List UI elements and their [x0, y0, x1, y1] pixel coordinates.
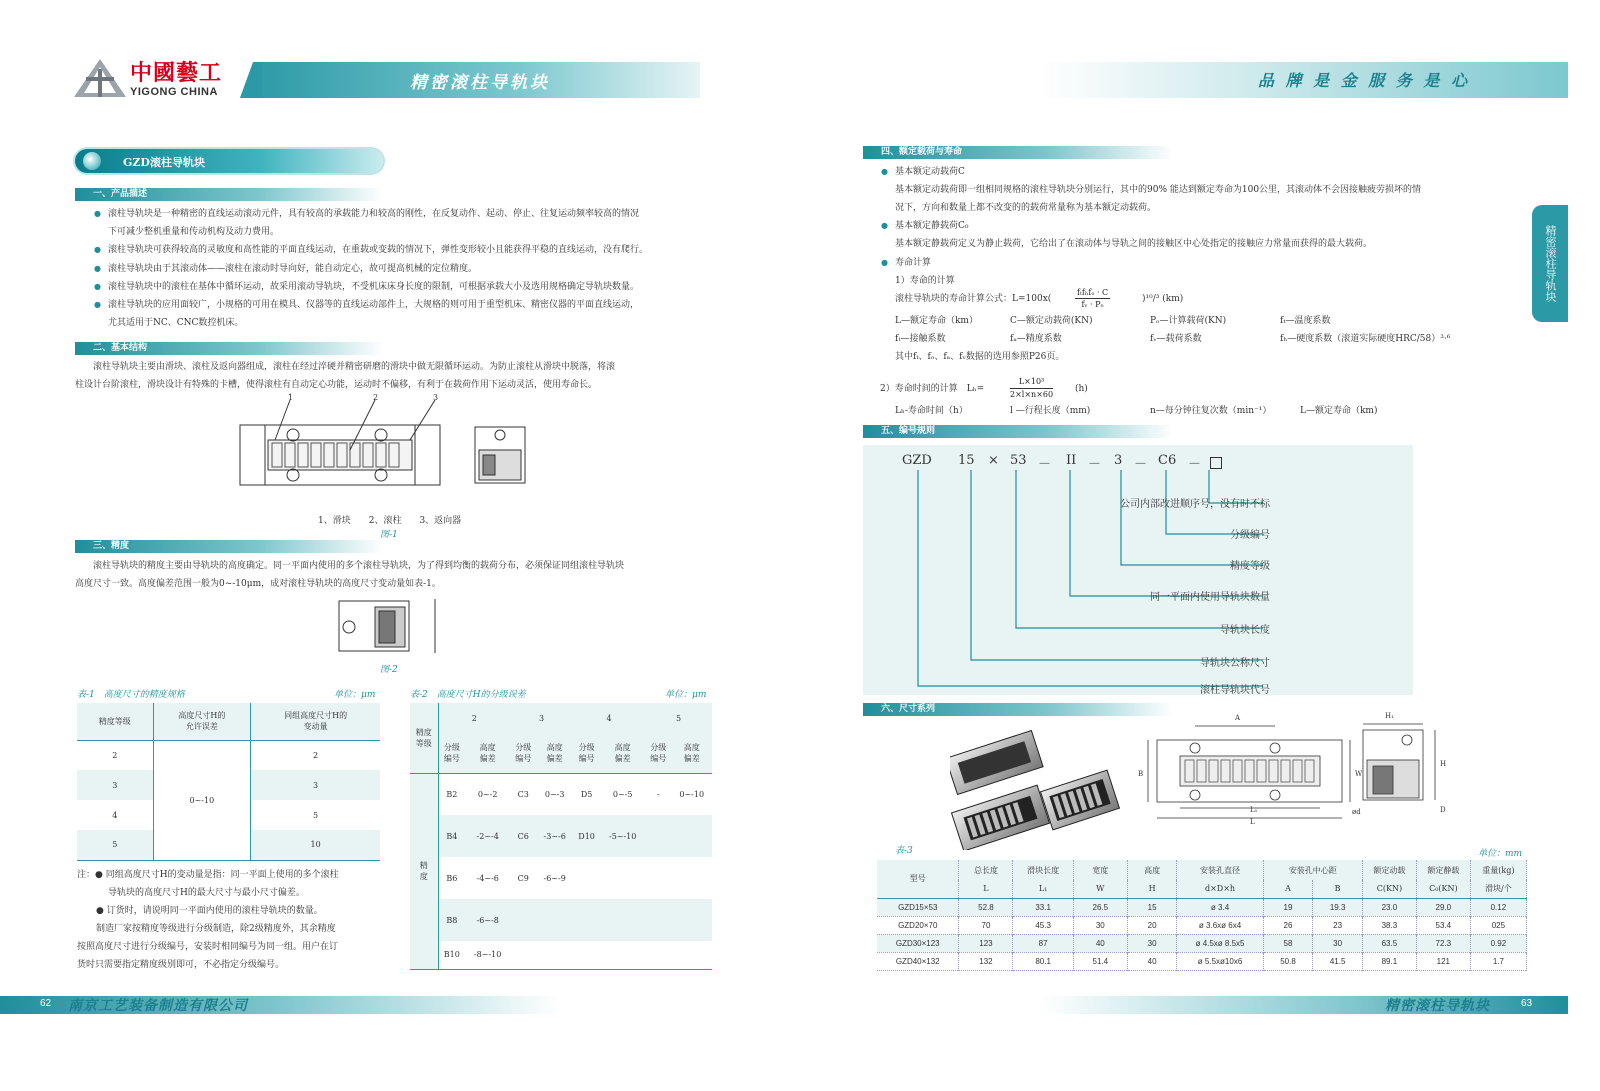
t1-cell: 2	[313, 750, 319, 760]
t3-cell: 26	[1263, 916, 1313, 934]
t1-cell-tolerance: 0~-10	[153, 740, 251, 860]
t2-cell: -6~-8	[476, 915, 499, 925]
note-line-5: 按照高度尺寸进行分级编号，安装时相同编号为同一组。用户在订	[77, 942, 339, 952]
dim-label-l1: L₁	[1250, 806, 1258, 814]
table-2-unit: 单位：μm	[665, 690, 707, 700]
note-line-1: 注：● 同组高度尺寸H的变动量是指：同一平面上使用的多个滚柱	[77, 870, 339, 880]
t3-sub: B	[1313, 880, 1363, 898]
t2-sub: 分级 编号	[443, 742, 460, 763]
t3-cell: 121	[1416, 952, 1470, 970]
section-size-series: 六、尺寸系列	[863, 703, 1173, 716]
code-label-quantity: 同一平面内使用导轨块数量	[1150, 592, 1270, 603]
t3-head: 总长度	[959, 860, 1013, 880]
t3-cell: 123	[959, 934, 1013, 952]
brand-en: YIGONG CHINA	[130, 86, 218, 98]
desc-line-1b: 下可减少整机重量和传动机构及动力费用。	[108, 227, 280, 237]
code-label-type: 滚柱导轨块代号	[1200, 685, 1270, 696]
product-title-pill	[75, 149, 383, 173]
t3-cell: GZD30×123	[877, 934, 959, 952]
t2-cell: C9	[517, 873, 529, 883]
t3-cell: 50.8	[1263, 952, 1313, 970]
code-part: 3	[1114, 453, 1123, 468]
t3-cell: 45.3	[1013, 916, 1073, 934]
page-number-right: 63	[1521, 998, 1533, 1009]
t3-cell: 40	[1073, 934, 1127, 952]
t3-cell: 87	[1013, 934, 1073, 952]
var-ft: fₜ—温度系数	[1280, 316, 1331, 326]
t2-side: 精 度	[410, 773, 438, 969]
var-fh: fₕ—硬度系数（滚道实际硬度HRC/58）³·⁶	[1280, 334, 1451, 344]
t3-cell: ø 3.6xø 6x4	[1177, 916, 1263, 934]
t2-cell: B10	[443, 950, 460, 960]
dim-label-h1: H₁	[1385, 712, 1394, 720]
header-right-slogan: 品 牌 是 金 服 务 是 心	[1258, 71, 1470, 90]
t2-grade: 3	[539, 713, 545, 723]
t3-cell: 53.4	[1416, 916, 1470, 934]
t3-head: 额定动载	[1362, 860, 1416, 880]
t3-cell: ø 4.5xø 8.5x5	[1177, 934, 1263, 952]
dim-label-l: L	[1250, 818, 1255, 826]
pill-bullet-icon	[83, 152, 101, 170]
rated-static-para: 基本额定静载荷定义为静止载荷，它给出了在滚动体与导轨之间的接触区中心处指定的接触应力常量而获得的最大载荷。	[895, 239, 1373, 249]
t3-cell: 1.7	[1470, 952, 1526, 970]
var-p: Pₒ—计算载荷(KN)	[1150, 316, 1227, 326]
t2-grade: 2	[471, 713, 477, 723]
t3-cell: 72.3	[1416, 934, 1470, 952]
code-part: 53	[1010, 453, 1027, 468]
t3-cell: 025	[1470, 916, 1526, 934]
t1-cell: 3	[313, 780, 319, 790]
t1-cell: 5	[112, 840, 118, 850]
life-time-fraction	[1010, 376, 1053, 401]
t3-cell: 19	[1263, 898, 1313, 916]
t3-cell: 132	[959, 952, 1013, 970]
desc-bullet-2: ● 滚柱导轨块可获得较高的灵敏度和高性能的平面直线运动，在重载或变载的情况下，弹性变形较小且能获得平稳的直线运动，没有爬行。	[108, 241, 648, 259]
coef-ref-note: 其中fₜ、fₒ、fₐ、fᵥ数据的选用参照P26页。	[895, 352, 1065, 362]
desc-bullet-4: ● 滚柱导轨块中的滚柱在基体中循环运动，故采用滚动导轨块，不受机床床身长度的限制，可根据承载大小及选用规格确定导轨块数量。	[108, 278, 639, 296]
code-part: GZD	[902, 453, 932, 468]
desc-bullet-5: ● 滚柱导轨块的应用面较广，小规格的可用在模具、仪器等的直线运动部件上，大规格的则可用于重型机床、精密仪器的平面直线运动，	[108, 296, 639, 314]
t3-cell: 58	[1263, 934, 1313, 952]
figure-2-drawing	[335, 595, 445, 657]
section-numbering-rule: 五、编号规则	[863, 425, 1173, 438]
header-slash	[238, 62, 262, 98]
table-1-title: 表-1 高度尺寸的精度规格	[77, 690, 185, 700]
figure-1-caption: 图-1	[380, 530, 398, 540]
dim-label-d: D	[1440, 806, 1446, 814]
company-name: 南京工艺装备制造有限公司	[68, 998, 248, 1014]
t2-cell: B8	[446, 915, 458, 925]
table-3	[877, 860, 1527, 971]
life-time-numerator: L×10³	[1010, 376, 1053, 389]
t3-cell: 23	[1313, 916, 1363, 934]
dim-label-b: B	[1138, 770, 1144, 778]
t2-sub: 高度 偏差	[614, 742, 631, 763]
var-l2: L—额定寿命（km)	[1300, 406, 1378, 416]
dim-label-h: H	[1440, 760, 1447, 768]
figure-1-drawing	[235, 395, 535, 515]
t1-head-grade: 精度等级	[98, 716, 131, 726]
t3-cell: 70	[959, 916, 1013, 934]
note-line-2: 导轨块的高度尺寸H的最大尺寸与最小尺寸偏差。	[108, 888, 305, 898]
code-label-size: 导轨块公称尺寸	[1200, 658, 1270, 669]
life-formula-denominator: fᵥ · Pₒ	[1081, 300, 1104, 309]
precision-para-2: 高度尺寸一致。高度偏差范围一般为0~-10μm，成对滚柱导轨块的高度尺寸变动量如表-1。	[75, 579, 441, 589]
var-lh: Lₕ-寿命时间（h）	[895, 406, 968, 416]
life-time-lead: 2）寿命时间的计算 Lₕ=	[880, 384, 985, 394]
dim-label-a: A	[1235, 714, 1241, 722]
t2-sub: 分级 编号	[578, 742, 595, 763]
t2-cell: C3	[517, 789, 529, 799]
life-formula-fraction	[1075, 287, 1110, 310]
t2-cell: B2	[446, 789, 458, 799]
code-part: 15	[958, 453, 975, 468]
t3-cell: 15	[1127, 898, 1177, 916]
t3-cell: 63.5	[1362, 934, 1416, 952]
t3-cell: 41.5	[1313, 952, 1363, 970]
t2-grade: 5	[676, 713, 682, 723]
rated-dynamic-load-bullet: ● 基本额定动载荷C	[895, 163, 965, 181]
life-time-denominator: 2×l×n×60	[1010, 390, 1054, 399]
t2-corner: 精度 等级	[410, 703, 438, 773]
t3-head: 高度	[1127, 860, 1177, 880]
rated-dynamic-para-2: 况下，方向和数量上都不改变的的载荷常量称为基本额定动载荷。	[895, 203, 1157, 213]
figure-1-num-2: 2	[373, 393, 379, 402]
t3-sub: H	[1127, 880, 1177, 898]
code-part: －	[1134, 457, 1148, 472]
t2-cell: -3~-6	[543, 831, 566, 841]
figure-2-caption: 图-2	[380, 665, 398, 675]
t3-head: 安装孔直径	[1177, 860, 1263, 880]
t2-cell: -	[656, 789, 660, 799]
t2-cell: D10	[578, 831, 595, 841]
life-calc-step-1: 1）寿命的计算	[895, 276, 955, 286]
section-basic-structure: 二、基本结构	[75, 342, 383, 355]
t3-cell: 89.1	[1362, 952, 1416, 970]
note-line-3: ● 订货时，请说明同一平面内使用的滚柱导轨块的数量。	[96, 906, 323, 916]
life-time-unit: (h)	[1075, 384, 1088, 394]
desc-line-5b: 尤其适用于NC、CNC数控机床。	[108, 318, 244, 328]
desc-bullet-1: ● 滚柱导轨块是一种精密的直线运动滚动元件，具有较高的承载能力和较高的刚性，在反复动作、起动、停止、往复运动频率较高的情况	[108, 205, 639, 223]
product-title: GZD滚柱导轨块	[123, 156, 205, 169]
t1-cell: 10	[310, 840, 321, 850]
t3-head: 滑块长度	[1013, 860, 1073, 880]
precision-para-1: 滚柱导轨块的精度主要由导轨块的高度确定。同一平面内使用的多个滚柱导轨块，为了得到均衡的载荷分布，必须保证同组滚柱导轨块	[93, 561, 625, 571]
t3-cell: 40	[1127, 952, 1177, 970]
t2-sub: 高度 偏差	[683, 742, 700, 763]
var-l: L—额定寿命（km）	[895, 316, 978, 326]
page-number-left: 62	[40, 998, 52, 1009]
code-label-precision: 精度等级	[1230, 561, 1270, 572]
t2-cell: -8~-10	[473, 950, 502, 960]
t3-cell: 33.1	[1013, 898, 1073, 916]
table-1	[77, 703, 380, 861]
t3-sub: W	[1073, 880, 1127, 898]
table-3-unit: 单位：mm	[1478, 849, 1523, 859]
table-1-unit: 单位：μm	[334, 690, 376, 700]
t3-head-hole-distance: 安装孔中心距	[1263, 860, 1362, 880]
t3-sub: d×D×h	[1177, 880, 1263, 898]
t2-cell: -6~-9	[543, 873, 566, 883]
t2-cell: 0~-3	[544, 789, 565, 799]
desc-bullet-3: ● 滚柱导轨块由于其滚动体——滚柱在滚动时导向好，能自动定心，故可提高机械的定位精度。	[108, 260, 477, 278]
t3-cell: 51.4	[1073, 952, 1127, 970]
t3-sub: C(KN)	[1362, 880, 1416, 898]
t3-cell: 20	[1127, 916, 1177, 934]
figure-1-parts-legend: 1、滑块 2、滚柱 3、返向器	[318, 516, 462, 526]
t1-cell: 2	[112, 750, 118, 760]
life-formula-lead: 滚柱导轨块的寿命计算公式：L=100x(	[895, 294, 1052, 304]
t1-cell: 5	[313, 810, 319, 820]
t2-cell: -2~-4	[476, 831, 499, 841]
t1-cell: 4	[112, 810, 118, 820]
code-label-length: 导轨块长度	[1220, 625, 1270, 636]
t3-cell: GZD15×53	[877, 898, 959, 916]
t3-cell: ø 3.4	[1177, 898, 1263, 916]
t3-cell: 38.3	[1362, 916, 1416, 934]
dim-label-w: W	[1355, 770, 1363, 778]
t3-cell: 30	[1313, 934, 1363, 952]
t3-cell: GZD20×70	[877, 916, 959, 934]
t2-cell: -4~-6	[476, 873, 499, 883]
section-precision: 三、精度	[75, 540, 383, 553]
t2-sub: 分级 编号	[515, 742, 532, 763]
code-label-grade-number: 分级编号	[1230, 530, 1270, 541]
product-photo-image	[950, 725, 1120, 850]
code-box-icon	[1210, 457, 1222, 469]
t1-head-variation: 同组高度尺寸H的 变动量	[251, 703, 380, 740]
t3-head: 额定静载	[1416, 860, 1470, 880]
table-2	[410, 703, 712, 970]
t3-cell: 26.5	[1073, 898, 1127, 916]
t3-cell: 80.1	[1013, 952, 1073, 970]
code-part: II	[1066, 453, 1077, 468]
t3-cell: 29.0	[1416, 898, 1470, 916]
code-part: －	[1088, 457, 1102, 472]
t3-sub: L₁	[1013, 880, 1073, 898]
t3-cell: GZD40×132	[877, 952, 959, 970]
t2-cell: B4	[446, 831, 458, 841]
life-formula-exponent: )¹⁰/³ (km)	[1142, 294, 1184, 304]
section-rated-load-life: 四、额定载荷与寿命	[863, 146, 1173, 159]
t1-head-tolerance: 高度尺寸H的 允许误差	[153, 703, 251, 740]
var-fc: fₜ—接触系数	[895, 334, 946, 344]
t2-cell: D5	[580, 789, 593, 799]
table-3-caption: 表-3	[895, 846, 913, 856]
t3-head: 重量(kg)	[1470, 860, 1526, 880]
t2-cell: 0~-5	[612, 789, 633, 799]
var-stroke: l —行程长度（mm)	[1010, 406, 1091, 416]
t3-cell: 19.3	[1313, 898, 1363, 916]
t3-sub: 滑块/个	[1470, 880, 1526, 898]
side-tab[interactable]: 精密滚柱导轨块	[1532, 205, 1568, 322]
table-2-title: 表-2 高度尺寸H的分级误差	[410, 690, 526, 700]
brand-cn: 中國藝工	[130, 60, 223, 86]
rated-static-load-bullet: ● 基本额定静载荷C₀	[895, 217, 969, 235]
t3-cell: ø 5.5xø10x6	[1177, 952, 1263, 970]
t3-cell: 0.12	[1470, 898, 1526, 916]
t2-cell: B6	[446, 873, 458, 883]
life-formula-numerator: fₜfₕfₒ · C	[1077, 288, 1109, 297]
code-part: －	[1188, 457, 1202, 472]
code-part: －	[1038, 457, 1052, 472]
structure-para-2: 柱设计台阶滚柱，滑块设计有特殊的卡槽，使得滚柱有自动定心功能，运动时不偏移，有利于在载荷作用下运动灵活，使用寿命长。	[75, 380, 598, 390]
note-line-4: 制造厂家按精度等级进行分级制造，除2级精度外，其余精度	[96, 924, 336, 934]
t2-cell: 0~-2	[477, 789, 498, 799]
dimension-drawing	[1145, 718, 1465, 833]
header-left-title: 精密滚柱导轨块	[410, 73, 550, 93]
logo-mark-icon	[72, 57, 128, 99]
t2-sub: 高度 偏差	[479, 742, 496, 763]
t2-cell: -5~-10	[608, 831, 637, 841]
t1-cell: 3	[112, 780, 118, 790]
var-fw: fᵥ—载荷系数	[1150, 334, 1202, 344]
t3-cell: 30	[1073, 916, 1127, 934]
figure-1-num-3: 3	[433, 393, 439, 402]
code-part: ×	[988, 453, 999, 468]
figure-1-num-1: 1	[288, 393, 294, 402]
note-line-6: 货时只需要指定精度级别即可，不必指定分级编号。	[77, 960, 285, 970]
code-part: C6	[1158, 453, 1177, 468]
t3-sub: C₀(KN)	[1416, 880, 1470, 898]
t3-sub: A	[1263, 880, 1313, 898]
var-c: C—额定动载荷(KN)	[1010, 316, 1093, 326]
t2-sub: 分级 编号	[650, 742, 667, 763]
t2-grade: 4	[606, 713, 612, 723]
section-product-description: 一、产品描述	[75, 188, 383, 201]
footer-title-right: 精密滚柱导轨块	[1385, 998, 1490, 1014]
t3-cell: 23.0	[1362, 898, 1416, 916]
code-label-improvement: 公司内部改进顺序号，没有时不标	[1120, 499, 1270, 510]
t2-cell: C6	[517, 831, 529, 841]
t3-cell: 0.92	[1470, 934, 1526, 952]
var-n: n—每分钟往复次数（min⁻¹）	[1150, 406, 1272, 416]
t3-cell: 52.8	[959, 898, 1013, 916]
t2-cell: 0~-10	[679, 789, 705, 799]
t3-cell: 30	[1127, 934, 1177, 952]
life-calc-bullet: ● 寿命计算	[895, 254, 931, 272]
t3-head-model: 型号	[877, 860, 959, 898]
rated-dynamic-para-1: 基本额定动载荷即一组相同规格的滚柱导轨块分别运行，其中的90% 能达到额定寿命为100公里，其滚动体不会因接触疲劳损坏的情	[895, 185, 1422, 195]
var-fa: fₐ—精度系数	[1010, 334, 1062, 344]
t2-sub: 高度 偏差	[546, 742, 563, 763]
t3-sub: L	[959, 880, 1013, 898]
structure-para-1: 滚柱导轨块主要由滑块、滚柱及返向器组成，滚柱在经过淬硬并精密研磨的滑块中做无限循环运动。为防止滚柱从滑块中脱落，将滚	[93, 362, 616, 372]
t3-head: 宽度	[1073, 860, 1127, 880]
dim-label-d-small: ød	[1352, 808, 1361, 816]
